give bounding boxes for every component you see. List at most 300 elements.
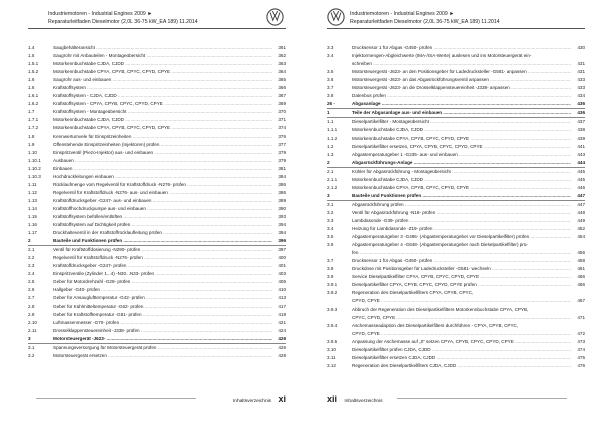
toc-entry-page: 444 [577, 159, 585, 165]
toc-entry-page: 400 [278, 255, 286, 261]
toc-entry-title: CPYD, CPYE ..... [352, 330, 571, 338]
toc-entry-number: 1.15 [28, 213, 37, 219]
toc-entry-title: Teile der Abgasanlage aus- und einbauen ..... [352, 109, 571, 117]
toc-entry-number: 3.6 [327, 77, 334, 83]
toc-entry-number: 1.5 [28, 53, 35, 59]
toc-entry-title: Kühler für Abgasrückführung - Montageübersicht ..... [352, 168, 571, 176]
toc-entry[interactable] [28, 197, 286, 205]
toc-entry[interactable] [327, 265, 585, 273]
toc-entry-page: 417 [278, 303, 286, 309]
toc-entry-page: 364 [278, 69, 286, 75]
toc-entry-number: 3.5 [327, 234, 334, 240]
toc-entry-title: Saugrohr mit Anbauteilen - Montageübersicht ..... [53, 52, 272, 60]
toc-entry-title: Kraftstoffsystem - Montageübersicht ..... [53, 108, 272, 116]
toc-entry-title: Motorkennbuchstabe CPYA, CPYB, CPYC, CPYD, CPYE ..... [352, 135, 571, 143]
toc-entry-title: Regeneration des Dieselpartikelfilters CPYA, CPYB, CPYC, [352, 290, 474, 296]
toc-entry-title: Motorkennbuchstabe CPYA, CPYB, CPYC, CPYD, CPYE ..... [53, 124, 272, 132]
toc-entry[interactable] [28, 141, 286, 149]
toc-entry-title: Abgastemperaturgeber 1 -G235- aus- und einbauen ..... [352, 151, 571, 159]
toc-entry[interactable] [327, 314, 585, 322]
toc-entry-title: Kennwertumvele für Einspritzeinheiten ..... [53, 133, 272, 141]
toc-entry-page: 394 [278, 230, 286, 236]
toc-entry-number: 2 [28, 238, 31, 244]
toc-entry[interactable] [28, 133, 286, 141]
footer-label: Inhaltsverzeichnis [344, 399, 383, 404]
toc-entry-title: Druckdose mit Positionsgeber für Ladedrucksteller -G581- wechseln ..... [352, 265, 571, 273]
toc-entry-page: 447 [577, 201, 585, 207]
toc-entry-number: 2.4 [28, 271, 35, 277]
toc-entry-number: 1.12 [28, 189, 37, 195]
toc-entry-title: Datenbus prüfen ..... [352, 92, 571, 100]
toc-entry-number: 2.1.2 [327, 184, 338, 190]
toc-entry-number: 3 [28, 335, 31, 341]
toc-entry-number: 3.9.2 [327, 290, 338, 296]
toc-entry-number: 1.3 [327, 151, 334, 157]
toc-entry-title: Kraftstoffsystem ..... [53, 84, 272, 92]
toc-entry-title: Hallgeber -G40- prüfen ..... [53, 286, 272, 294]
toc-entry-title: Einspritzventil (Piezo-Injektor) aus- und einbauen ..... [53, 149, 272, 157]
toc-entry-page: 461 [577, 266, 585, 272]
toc-entry-title: Motorsteuergerät -J623- an das Abgasrückführungsventil anpassen ..... [352, 76, 571, 84]
toc-entry[interactable] [28, 205, 286, 213]
table-of-contents [327, 44, 585, 370]
toc-entry[interactable] [327, 297, 585, 305]
right-page [307, 0, 593, 424]
toc-entry-number: 2.1 [327, 168, 334, 174]
toc-entry-page: 424 [278, 327, 286, 333]
toc-entry-page: 413 [278, 295, 286, 301]
toc-entry-number: 1.7 [28, 109, 35, 115]
toc-entry-page: 393 [278, 213, 286, 219]
toc-entry-number: 1.16 [28, 222, 37, 228]
toc-entry[interactable] [28, 108, 286, 116]
toc-entry-number: 3.9 [327, 274, 334, 280]
toc-entry-number: 2.8 [28, 303, 35, 309]
toc-entry[interactable] [327, 289, 585, 297]
toc-entry-title: Geber für Motordrehzahl -G28- prüfen ..... [53, 278, 272, 286]
toc-entry[interactable] [28, 344, 286, 352]
page-footer [327, 393, 447, 405]
header-title: Industriemotoren - Industrial Engines 2009 ► [350, 11, 455, 17]
vw-logo-icon [266, 8, 284, 26]
toc-entry[interactable] [327, 306, 585, 314]
toc-entry[interactable] [327, 257, 585, 265]
toc-entry-number: 1.8 [28, 133, 35, 139]
toc-entry-number: 1.6 [28, 85, 35, 91]
toc-entry[interactable] [327, 249, 585, 257]
toc-entry[interactable] [327, 52, 585, 60]
toc-entry[interactable] [327, 68, 585, 76]
toc-entry-page: 436 [577, 110, 585, 116]
toc-entry-page: 369 [278, 101, 286, 107]
toc-entry-number: 1 [327, 110, 330, 116]
toc-entry-page: 454 [577, 234, 585, 240]
toc-entry-number: 2.1.1 [327, 176, 338, 182]
toc-entry-number: 3.10 [327, 346, 336, 352]
toc-entry[interactable] [327, 184, 585, 192]
toc-entry-page: 439 [577, 135, 585, 141]
toc-entry[interactable] [28, 181, 286, 189]
toc-entry-number: 1.10.2 [28, 165, 41, 171]
toc-entry[interactable] [327, 135, 585, 143]
toc-entry-number: 3.8 [327, 266, 334, 272]
toc-entry-number: 3.1 [327, 201, 334, 207]
toc-entry-title: Geber für Kühlmitteltemperatur -G62- prüfen ..... [53, 303, 272, 311]
toc-entry-number: 1.17 [28, 230, 37, 236]
toc-entry[interactable] [327, 84, 585, 92]
toc-entry-number: 3.6 [327, 242, 334, 248]
toc-entry-page: 394 [278, 222, 286, 228]
toc-entry-page: 374 [278, 125, 286, 131]
toc-entry-number: 26 - [327, 101, 335, 107]
toc-entry[interactable] [28, 84, 286, 92]
toc-entry-number: 2.11 [28, 327, 37, 333]
toc-entry-number: 2.9 [28, 311, 35, 317]
toc-entry-number: 3.5 [327, 69, 334, 75]
toc-entry[interactable] [28, 92, 286, 100]
toc-entry[interactable] [28, 189, 286, 197]
toc-entry-page: 472 [577, 330, 585, 336]
toc-entry-page: 377 [278, 141, 286, 147]
toc-entry[interactable] [28, 262, 286, 270]
toc-entry[interactable] [327, 354, 585, 362]
toc-entry-title: Offenstehende Einspritzeinheiten (Injektoren) prüfen ..... [53, 141, 272, 149]
toc-entry[interactable] [327, 201, 585, 209]
toc-entry[interactable] [28, 68, 286, 76]
toc-entry-page: 381 [278, 165, 286, 171]
toc-entry-page: 426 [278, 335, 286, 341]
toc-entry[interactable] [28, 229, 286, 237]
toc-entry-title: Saugbehälteransicht ..... [53, 44, 272, 52]
page-footer [188, 393, 286, 405]
toc-entry[interactable] [327, 241, 585, 249]
toc-entry-page: 370 [278, 109, 286, 115]
toc-entry-title: CPYD, CPYE ..... [352, 297, 571, 305]
toc-entry[interactable] [327, 109, 585, 118]
toc-entry[interactable] [327, 322, 585, 330]
toc-entry-page: 448 [577, 209, 585, 215]
toc-entry-number: 2.10 [28, 319, 37, 325]
toc-entry[interactable] [28, 303, 286, 311]
toc-entry[interactable] [28, 76, 286, 84]
toc-entry[interactable] [327, 159, 585, 168]
toc-entry-page: 475 [577, 354, 585, 360]
toc-entry-number: 1.7.1 [28, 117, 39, 123]
toc-entry-number: 1.10.3 [28, 173, 41, 179]
toc-entry-page: 467 [577, 298, 585, 304]
toc-entry[interactable] [28, 157, 286, 165]
toc-entry[interactable] [28, 254, 286, 262]
toc-entry-number: 3.9.5 [327, 338, 338, 344]
toc-entry[interactable] [327, 273, 585, 281]
header-subtitle: Reparaturleitfaden Dieselmotor (2,0L 36-75 kW_EA 189) 11.2014 [48, 19, 198, 25]
toc-entry[interactable] [28, 270, 286, 278]
toc-entry[interactable] [28, 100, 286, 108]
page-number: xi [278, 394, 286, 404]
toc-entry-page: 431 [577, 69, 585, 75]
toc-entry-number: 2.5 [28, 279, 35, 285]
toc-entry-title: Geber für Kraftstofftemperatur -G81- prüfen ..... [53, 311, 272, 319]
vw-logo-icon [327, 8, 345, 26]
toc-entry-title: Hochdruckleitungen einbauen ..... [53, 173, 272, 181]
toc-entry-number: 3.7 [327, 85, 334, 91]
toc-entry[interactable] [28, 149, 286, 157]
toc-entry-page: 456 [577, 250, 585, 256]
toc-entry-page: 386 [278, 181, 286, 187]
toc-entry-page: 437 [577, 119, 585, 125]
toc-entry-page: 438 [577, 127, 585, 133]
toc-entry[interactable] [327, 176, 585, 184]
toc-entry[interactable] [327, 168, 585, 176]
toc-entry-title: Regelventil für Kraftstoffdruck -N276- aus- und einbauen ..... [53, 189, 272, 197]
toc-entry-title: Injektormengen-Abgleichwerte (IMA-/ISA-Werte) auslesen und ins Motorsteuergerät ein- [352, 53, 532, 59]
toc-entry[interactable] [327, 60, 585, 68]
toc-entry-number: 2.2 [28, 255, 35, 261]
toc-entry-title: Aschemasseadaption des Dieselpartikelfilters durchführen - CPYA, CPYB, CPYC, [352, 322, 519, 328]
toc-entry-number: 1.5.2 [28, 69, 39, 75]
toc-entry[interactable] [28, 319, 286, 327]
toc-entry-title: Kraftstoffsystem befüllen/entlüften ..... [53, 213, 272, 221]
toc-entry-title: Abbruch der Regeneration des Dieselpartikelfilters Motorkennbuchstabe CPYA, CPYB, [352, 306, 529, 312]
toc-entry-number: 1.7.2 [28, 125, 39, 131]
toc-entry-title: Heizung für Lambdasonde -Z19- prüfen ..... [352, 225, 571, 233]
toc-entry[interactable] [327, 100, 585, 109]
toc-entry-page: 379 [278, 157, 286, 163]
toc-entry-page: 445 [577, 168, 585, 174]
toc-entry-title: Dieselpartikelfilter CPYA, CPYB, CPYC, CPYD, CPYE prüfen ..... [352, 281, 571, 289]
toc-entry-title: Dieselpartikelfilter ersetzen CJDA, CJDD ..... [352, 354, 571, 362]
toc-entry-title: Dieselpartikelfilter - Montageübersicht ..... [352, 118, 571, 126]
toc-entry[interactable] [28, 221, 286, 229]
toc-entry-page: 471 [577, 314, 585, 320]
toc-entry-title: Abgasrückführungs-Anlage ..... [352, 159, 571, 167]
toc-entry-title: Abgastemperaturgeber 3 -G495- (Abgastemperaturgeber vor Dieselpartikelfilter) prüfen ..... [352, 233, 571, 241]
toc-entry-number: 2.1 [28, 247, 35, 253]
header-subtitle: Reparaturleitfaden Dieselmotor (2,0L 36-75 kW_EA 189) 11.2014 [350, 19, 500, 25]
toc-entry-title: Lambdasonde -G39- prüfen ..... [352, 217, 571, 225]
toc-entry-page: 445 [577, 176, 585, 182]
toc-entry-page: 436 [577, 101, 585, 107]
toc-entry[interactable] [28, 311, 286, 319]
toc-entry[interactable] [28, 286, 286, 294]
toc-entry-number: 3.3 [327, 217, 334, 223]
toc-entry-number: 1.4 [28, 45, 35, 50]
toc-entry-number: 1.6 [28, 77, 35, 83]
toc-entry-number: 1.10 [28, 149, 37, 155]
toc-entry[interactable] [327, 209, 585, 217]
toc-entry[interactable] [327, 217, 585, 225]
header-rule [327, 28, 585, 29]
toc-entry[interactable] [28, 173, 286, 181]
toc-entry[interactable] [327, 44, 585, 52]
toc-entry-title: Motorsteuergerät -J623- an die Drosselklappensteuereinheit -J338- anpassen ..... [352, 84, 571, 92]
toc-entry-title: Spannungsversorgung für Motorsteuergerät prüfen ..... [53, 344, 272, 352]
toc-entry-title: Einspritzventile (Zylinder 1...4) -N30...N33- prüfen ..... [53, 270, 272, 278]
toc-entry[interactable] [327, 118, 585, 126]
toc-entry-title: Motorkennbuchstabe CPYA, CPYB, CPYC, CPYD, CPYE ..... [53, 68, 272, 76]
toc-entry-page: 458 [577, 258, 585, 264]
toc-entry-title: Service Dieselpartikelfilter CPYA, CPYB, CPYC, CPYD, CPYE ..... [352, 273, 571, 281]
toc-entry-title: Abgasanlage ..... [352, 100, 571, 108]
toc-entry[interactable] [327, 192, 585, 201]
toc-entry[interactable] [28, 116, 286, 124]
toc-entry-page: 397 [278, 247, 286, 253]
toc-entry-title: Rücklaufmenge vom Regelventil für Kraftstoffdruck -N276- prüfen ..... [53, 181, 272, 189]
toc-entry-page: 367 [278, 93, 286, 99]
toc-entry-title: Anpassung der Aschemasse auf „0“ setzen CPYA, CPYB, CPYC, CPYD, CPYE ..... [352, 338, 571, 346]
toc-entry-page: 433 [577, 77, 585, 83]
toc-entry-number: 3.9.3 [327, 306, 338, 312]
toc-entry-title: Drosselklappensteuereinheit -J338- prüfen ..... [53, 327, 272, 335]
toc-entry-number: 1.2 [327, 143, 334, 149]
toc-entry[interactable] [28, 124, 286, 132]
toc-entry[interactable] [327, 126, 585, 134]
toc-entry[interactable] [28, 60, 286, 68]
toc-entry[interactable] [327, 143, 585, 151]
toc-entry[interactable] [28, 237, 286, 246]
toc-entry-title: Saugrohr aus- und einbauen ..... [53, 76, 272, 84]
toc-entry-number: 3.9.4 [327, 322, 338, 328]
toc-entry-number: 3 [327, 192, 330, 198]
toc-entry-number: 3.12 [327, 362, 336, 368]
toc-entry-page: 363 [278, 61, 286, 67]
toc-entry-page: 403 [278, 271, 286, 277]
toc-entry[interactable] [327, 151, 585, 159]
toc-entry[interactable] [327, 233, 585, 241]
toc-entry-page: 428 [278, 352, 286, 358]
toc-entry-number: 1.5.1 [28, 61, 39, 67]
toc-entry-number: 2.6 [28, 287, 35, 293]
toc-entry-number: 3.7 [327, 258, 334, 264]
toc-entry-page: 396 [278, 238, 286, 244]
toc-entry-number: 1.13 [28, 197, 37, 203]
toc-entry-title: Motorkennbuchstabe CJDA, CJDD ..... [53, 116, 272, 124]
toc-entry-title: Luftmassenmesser -G70- prüfen ..... [53, 319, 272, 327]
toc-entry-number: 3.4 [327, 226, 334, 232]
toc-entry[interactable] [28, 278, 286, 286]
toc-entry[interactable] [28, 213, 286, 221]
toc-entry-title: Ventil für Kraftstoffdosierung -N290- prüfen ..... [53, 246, 272, 254]
toc-entry-number: 1.14 [28, 205, 37, 211]
toc-entry[interactable] [327, 362, 585, 370]
toc-entry-title: Bauteile und Funktionen prüfen ..... [53, 237, 272, 245]
header-title: Industriemotoren - Industrial Engines 2009 ► [48, 11, 153, 17]
toc-entry-page: 449 [577, 217, 585, 223]
header-rule [28, 28, 286, 29]
toc-entry[interactable] [327, 76, 585, 84]
toc-entry-page: 389 [278, 197, 286, 203]
toc-entry[interactable] [327, 281, 585, 289]
toc-entry-title: Ausbauen ..... [53, 157, 272, 165]
toc-entry[interactable] [28, 335, 286, 344]
toc-entry-page: 426 [278, 344, 286, 350]
toc-entry-page: 379 [278, 149, 286, 155]
toc-entry-page: 474 [577, 346, 585, 352]
toc-entry-number: 1.1.1 [327, 127, 338, 133]
toc-entry-title: Kraftstoffsystem - CPYA, CPYB, CPYC, CPYD, CPYE ..... [53, 100, 272, 108]
toc-entry[interactable] [327, 330, 585, 338]
toc-entry-page: 406 [278, 279, 286, 285]
toc-entry-number: 2.3 [28, 263, 35, 269]
toc-entry-page: 410 [278, 287, 286, 293]
toc-entry-page: 371 [278, 117, 286, 123]
toc-entry-title: Drucksensor 1 für Abgas -G450- prüfen ..... [352, 257, 571, 265]
toc-entry-page: 476 [577, 362, 585, 368]
toc-entry-page: 447 [577, 192, 585, 198]
toc-entry-title: Druckhalteventil in der Kraftstoffrücklaufleitung prüfen ..... [53, 229, 272, 237]
toc-entry[interactable] [327, 338, 585, 346]
toc-entry-number: 1.6.1 [28, 93, 39, 99]
toc-entry-page: 419 [278, 311, 286, 317]
left-page [8, 0, 294, 424]
toc-entry[interactable] [28, 294, 286, 302]
toc-entry-title: Motorkennbuchstabe CPYA, CPYB, CPYC, CPYD, CPYE ..... [352, 184, 571, 192]
footer-rule [36, 398, 196, 399]
toc-entry-page: 384 [278, 173, 286, 179]
toc-entry[interactable] [28, 327, 286, 335]
toc-entry-title: Motorkennbuchstabe CJDA, CJDD ..... [352, 176, 571, 184]
toc-entry-number: 3.2 [327, 209, 334, 215]
toc-entry-number: 1.9 [28, 141, 35, 147]
toc-entry-title: CPYC, CPYD, CPYE ..... [352, 314, 571, 322]
toc-entry[interactable] [28, 165, 286, 173]
toc-entry-number: 3.4 [327, 53, 334, 59]
toc-entry[interactable] [28, 52, 286, 60]
toc-entry[interactable] [327, 92, 585, 100]
toc-entry-title: Motorsteuergerät -J623- ..... [53, 335, 272, 343]
toc-entry-title: schreiben ..... [352, 60, 571, 68]
toc-entry-page: 361 [278, 45, 286, 50]
toc-entry[interactable] [327, 346, 585, 354]
toc-entry[interactable] [327, 225, 585, 233]
toc-entry-page: 362 [278, 53, 286, 59]
toc-entry-title: Einbauen ..... [53, 165, 272, 173]
toc-entry-page: 441 [577, 143, 585, 149]
toc-entry-title: Geber für Ansauglufttemperatur -G42- prüfen ..... [53, 294, 272, 302]
toc-entry-title: Motorsteuergerät ersetzen ..... [53, 352, 272, 360]
toc-entry-page: 452 [577, 226, 585, 232]
toc-entry-page: 386 [278, 189, 286, 195]
toc-entry[interactable] [28, 352, 286, 360]
toc-entry-title: Kraftstoffsystem - CJDA, CJDD ..... [53, 92, 272, 100]
toc-entry-title: Kraftstoffsystem auf Dichtigkeit prüfen ..... [53, 221, 272, 229]
toc-entry-page: 466 [577, 282, 585, 288]
toc-entry-page: 443 [577, 151, 585, 157]
toc-entry-number: 1.1.2 [327, 135, 338, 141]
toc-entry-title: Regeneration des Dieselpartikelfilters CJDA, CJDD ..... [352, 362, 571, 370]
toc-entry-page: 401 [278, 263, 286, 269]
toc-entry-title: Motorkennbuchstabe CJDA, CJDD ..... [352, 126, 571, 134]
table-of-contents [28, 44, 286, 360]
toc-entry-page: 430 [577, 45, 585, 50]
toc-entry-page: 473 [577, 338, 585, 344]
toc-entry[interactable] [28, 246, 286, 254]
page-header [28, 8, 286, 32]
toc-entry-number: 1.6.2 [28, 101, 39, 107]
toc-entry-title: Dieselpartikelfilter prüfen CJDA, CJDD ..... [352, 346, 571, 354]
toc-entry-title: Bauteile und Funktionen prüfen ..... [352, 192, 571, 200]
toc-entry-title: Ventil für Abgasrückführung -N18- prüfen ..... [352, 209, 571, 217]
toc-entry-number: 3.11 [327, 354, 336, 360]
toc-entry-number: 3.9.1 [327, 282, 338, 288]
toc-entry-page: 365 [278, 77, 286, 83]
toc-entry-title: Abgastemperaturgeber 4 -G648- (Abgastemperaturgeber nach Dieselpartikelfilter) prü- [352, 242, 528, 248]
toc-entry-title: Kraftstoffdrucksgeber -G247- aus- und einbauen ..... [53, 197, 272, 205]
toc-entry-page: 446 [577, 184, 585, 190]
toc-entry[interactable] [28, 44, 286, 52]
toc-entry-number: 3.8 [327, 93, 334, 99]
toc-entry-title: Drucksensor 1 für Abgas -G450- prüfen ..... [352, 44, 571, 52]
